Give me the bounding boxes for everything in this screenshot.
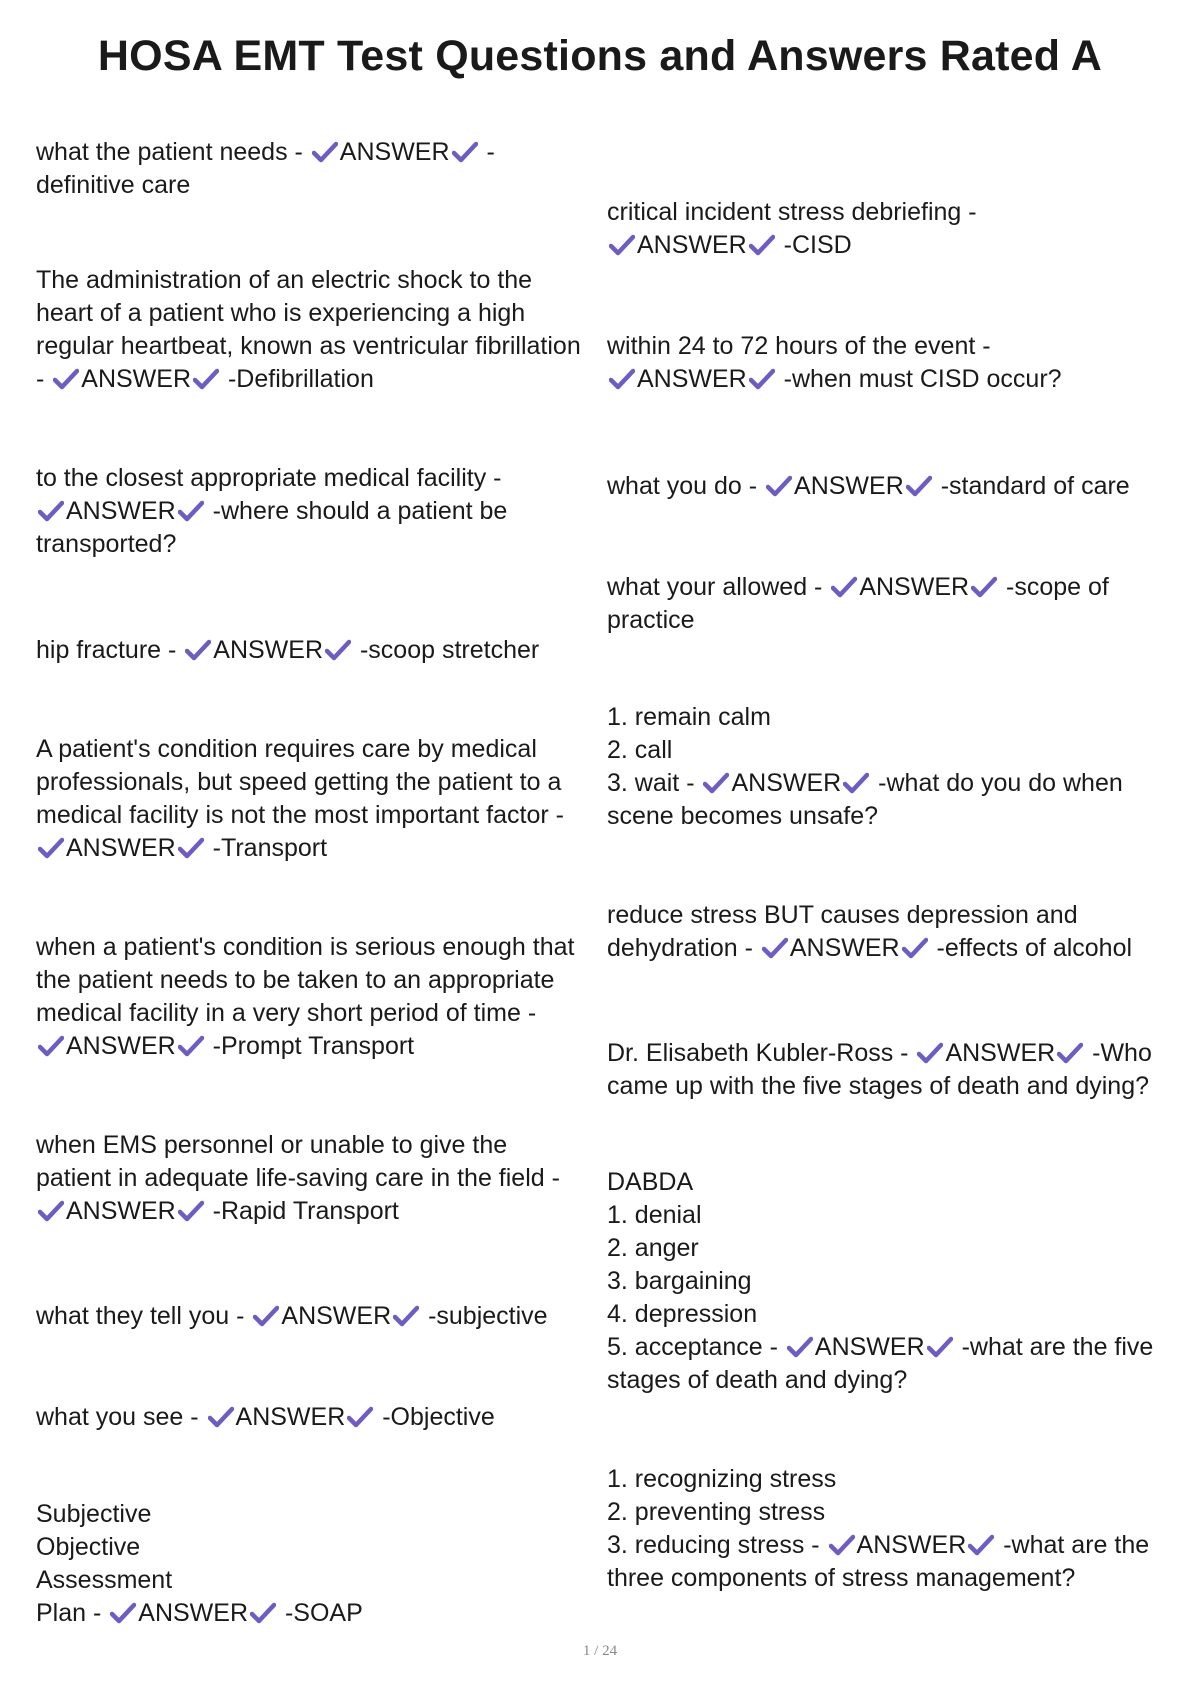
checkmark-icon: [53, 368, 79, 390]
qa-line: [607, 1166, 1153, 1199]
answer-label: ANSWER: [66, 1032, 176, 1060]
qa-text: medical facility in a very short period of time -: [36, 999, 537, 1027]
qa-text: -SOAP: [278, 1599, 363, 1627]
qa-card-kubler-ross: [607, 1037, 1152, 1103]
qa-card-objective: [36, 1401, 495, 1434]
qa-line: [36, 1195, 560, 1228]
document-title: HOSA EMT Test Questions and Answers Rated A: [97, 32, 1103, 80]
checkmark-icon: [831, 576, 857, 598]
qa-card-rapid-transport: [36, 1129, 560, 1228]
answer-label: ANSWER: [814, 1333, 925, 1361]
qa-text: 2. preventing stress: [607, 1498, 826, 1526]
qa-text: -standard of care: [933, 472, 1130, 500]
qa-line: [36, 832, 564, 865]
qa-text: -scope of: [999, 573, 1109, 601]
checkmark-icon: [452, 141, 478, 163]
checkmark-icon: [38, 1200, 64, 1222]
qa-line: [36, 363, 581, 396]
qa-text: -what do you do when: [871, 769, 1123, 797]
checkmark-icon: [38, 1035, 64, 1057]
qa-text: -: [36, 365, 52, 393]
qa-card-scene-unsafe: [607, 701, 1123, 833]
answer-label: ANSWER: [794, 472, 904, 500]
qa-text: practice: [607, 606, 695, 634]
answer-label: ANSWER: [731, 769, 842, 797]
qa-text: -Defibrillation: [221, 365, 374, 393]
checkmark-icon: [250, 1602, 276, 1624]
qa-card-where-transported: [36, 462, 507, 561]
qa-line: [607, 1037, 1152, 1070]
checkmark-icon: [208, 1406, 234, 1428]
qa-text: Dr. Elisabeth Kubler-Ross -: [607, 1039, 916, 1067]
checkmark-icon: [178, 837, 204, 859]
checkmark-icon: [762, 937, 788, 959]
qa-line: [607, 767, 1123, 800]
qa-line: [607, 899, 1132, 932]
checkmark-icon: [325, 639, 351, 661]
answer-label: ANSWER: [66, 1197, 176, 1225]
qa-card-scope-of-practice: [607, 571, 1109, 637]
answer-label: ANSWER: [945, 1039, 1056, 1067]
qa-card-defibrillation: [36, 264, 581, 396]
qa-text: what they tell you -: [36, 1302, 252, 1330]
qa-text: what the patient needs -: [36, 138, 310, 166]
qa-card-effects-of-alcohol: [607, 899, 1132, 965]
qa-text: heart of a patient who is experiencing a high: [36, 299, 526, 327]
checkmark-icon: [178, 1200, 204, 1222]
qa-line: [36, 264, 581, 297]
qa-text: A patient's condition requires care by medical: [36, 735, 537, 763]
qa-line: [36, 169, 495, 202]
checkmark-icon: [609, 368, 635, 390]
checkmark-icon: [1057, 1042, 1083, 1064]
qa-text: Objective: [36, 1533, 141, 1561]
qa-text: Assessment: [36, 1566, 173, 1594]
qa-card-when-cisd: [607, 330, 1062, 396]
qa-line: [607, 932, 1132, 965]
qa-line: [36, 462, 507, 495]
checkmark-icon: [968, 1534, 994, 1556]
qa-line: [607, 229, 977, 262]
answer-label: ANSWER: [213, 636, 324, 664]
qa-card-transport: [36, 733, 564, 865]
qa-line: [607, 1463, 1149, 1496]
qa-line: [607, 1331, 1153, 1364]
qa-text: -Rapid Transport: [205, 1197, 399, 1225]
qa-line: [607, 470, 1130, 503]
qa-line: [607, 1265, 1153, 1298]
qa-text: within 24 to 72 hours of the event -: [607, 332, 991, 360]
qa-text: when EMS personnel or unable to give the: [36, 1131, 508, 1159]
qa-line: [36, 964, 574, 997]
checkmark-icon: [185, 639, 211, 661]
checkmark-icon: [110, 1602, 136, 1624]
checkmark-icon: [766, 475, 792, 497]
qa-line: [607, 1070, 1152, 1103]
qa-line: [36, 766, 564, 799]
answer-label: ANSWER: [235, 1403, 346, 1431]
answer-label: ANSWER: [339, 138, 450, 166]
qa-text: -Objective: [375, 1403, 495, 1431]
answer-label: ANSWER: [859, 573, 970, 601]
answer-label: ANSWER: [66, 497, 176, 525]
qa-line: [607, 1529, 1149, 1562]
checkmark-icon: [927, 1336, 953, 1358]
qa-line: [36, 1564, 363, 1597]
page-number: 1 / 24: [582, 1643, 618, 1659]
checkmark-icon: [609, 234, 635, 256]
qa-card-scoop-stretcher: [36, 634, 539, 667]
qa-text: The administration of an electric shock to the: [36, 266, 533, 294]
qa-line: [36, 1300, 548, 1333]
checkmark-icon: [703, 772, 729, 794]
qa-line: [607, 1496, 1149, 1529]
qa-text: -Who: [1085, 1039, 1152, 1067]
checkmark-icon: [393, 1305, 419, 1327]
qa-text: -Prompt Transport: [205, 1032, 415, 1060]
qa-line: [36, 330, 581, 363]
checkmark-icon: [829, 1534, 855, 1556]
checkmark-icon: [906, 475, 932, 497]
qa-text: Subjective: [36, 1500, 152, 1528]
checkmark-icon: [347, 1406, 373, 1428]
checkmark-icon: [971, 576, 997, 598]
qa-line: [607, 1199, 1153, 1232]
qa-text: reduce stress BUT causes depression and: [607, 901, 1078, 929]
checkmark-icon: [38, 837, 64, 859]
checkmark-icon: [178, 500, 204, 522]
qa-text: -Transport: [205, 834, 328, 862]
qa-text: what your allowed -: [607, 573, 830, 601]
qa-text: dehydration -: [607, 934, 760, 962]
qa-text: -: [479, 138, 495, 166]
qa-text: 3. reducing stress -: [607, 1531, 827, 1559]
qa-text: to the closest appropriate medical facility -: [36, 464, 502, 492]
qa-text: 1. remain calm: [607, 703, 771, 731]
checkmark-icon: [917, 1042, 943, 1064]
qa-line: [36, 495, 507, 528]
qa-line: [36, 1401, 495, 1434]
qa-line: [36, 1498, 363, 1531]
qa-line: [36, 1030, 574, 1063]
qa-text: 2. call: [607, 736, 673, 764]
qa-line: [36, 799, 564, 832]
qa-text: transported?: [36, 530, 177, 558]
qa-line: [36, 1597, 363, 1630]
qa-line: [607, 1232, 1153, 1265]
checkmark-icon: [312, 141, 338, 163]
qa-text: 3. bargaining: [607, 1267, 752, 1295]
answer-label: ANSWER: [856, 1531, 967, 1559]
qa-text: 2. anger: [607, 1234, 699, 1262]
qa-line: [607, 1364, 1153, 1397]
qa-line: [36, 1129, 560, 1162]
qa-text: -scoop stretcher: [353, 636, 540, 664]
checkmark-icon: [749, 368, 775, 390]
qa-line: [36, 931, 574, 964]
qa-text: -CISD: [776, 231, 852, 259]
qa-text: when a patient's condition is serious enough that: [36, 933, 575, 961]
qa-text: professionals, but speed getting the patient to a: [36, 768, 562, 796]
qa-text: 1. denial: [607, 1201, 702, 1229]
qa-line: [607, 734, 1123, 767]
answer-label: ANSWER: [138, 1599, 248, 1627]
qa-text: 5. acceptance -: [607, 1333, 785, 1361]
qa-line: [607, 1562, 1149, 1595]
qa-card-standard-of-care: [607, 470, 1130, 503]
qa-card-cisd: [607, 196, 977, 262]
qa-text: hip fracture -: [36, 636, 184, 664]
qa-text: 1. recognizing stress: [607, 1465, 837, 1493]
qa-text: patient in adequate life-saving care in the field -: [36, 1164, 560, 1192]
qa-line: [36, 1531, 363, 1564]
qa-text: -what are the: [996, 1531, 1150, 1559]
qa-line: [36, 528, 507, 561]
qa-line: [607, 571, 1109, 604]
qa-text: -subjective: [421, 1302, 548, 1330]
qa-line: [607, 330, 1062, 363]
qa-text: Plan -: [36, 1599, 109, 1627]
qa-text: what you see -: [36, 1403, 206, 1431]
qa-card-soap: [36, 1498, 363, 1630]
qa-text: what you do -: [607, 472, 765, 500]
qa-line: [36, 634, 539, 667]
qa-text: definitive care: [36, 171, 191, 199]
checkmark-icon: [843, 772, 869, 794]
qa-line: [607, 701, 1123, 734]
qa-card-definitive-care: [36, 136, 495, 202]
qa-text: -when must CISD occur?: [776, 365, 1062, 393]
qa-card-prompt-transport: [36, 931, 574, 1063]
qa-line: [36, 997, 574, 1030]
checkmark-icon: [787, 1336, 813, 1358]
qa-text: 3. wait -: [607, 769, 702, 797]
qa-line: [36, 1162, 560, 1195]
qa-text: medical facility is not the most important factor -: [36, 801, 564, 829]
qa-line: [607, 800, 1123, 833]
qa-text: -effects of alcohol: [929, 934, 1133, 962]
qa-text: -where should a patient be: [205, 497, 508, 525]
qa-line: [36, 297, 581, 330]
checkmark-icon: [253, 1305, 279, 1327]
qa-text: DABDA: [607, 1168, 694, 1196]
answer-label: ANSWER: [281, 1302, 392, 1330]
qa-text: regular heartbeat, known as ventricular fibrillation: [36, 332, 581, 360]
qa-text: scene becomes unsafe?: [607, 802, 879, 830]
checkmark-icon: [902, 937, 928, 959]
answer-label: ANSWER: [637, 231, 747, 259]
qa-line: [607, 1298, 1153, 1331]
checkmark-icon: [193, 368, 219, 390]
qa-card-five-stages: [607, 1166, 1153, 1397]
qa-text: three components of stress management?: [607, 1564, 1076, 1592]
qa-line: [607, 363, 1062, 396]
qa-card-stress-management: [607, 1463, 1149, 1595]
qa-text: -what are the five: [954, 1333, 1154, 1361]
checkmark-icon: [38, 500, 64, 522]
answer-label: ANSWER: [66, 834, 176, 862]
qa-text: came up with the five stages of death and dying?: [607, 1072, 1150, 1100]
answer-label: ANSWER: [637, 365, 747, 393]
qa-text: critical incident stress debriefing -: [607, 198, 977, 226]
qa-text: the patient needs to be taken to an appropriate: [36, 966, 555, 994]
qa-text: 4. depression: [607, 1300, 758, 1328]
checkmark-icon: [749, 234, 775, 256]
answer-label: ANSWER: [789, 934, 900, 962]
qa-text: stages of death and dying?: [607, 1366, 908, 1394]
qa-line: [607, 196, 977, 229]
qa-line: [36, 136, 495, 169]
qa-line: [607, 604, 1109, 637]
answer-label: ANSWER: [81, 365, 192, 393]
qa-card-subjective: [36, 1300, 548, 1333]
checkmark-icon: [178, 1035, 204, 1057]
qa-line: [36, 733, 564, 766]
